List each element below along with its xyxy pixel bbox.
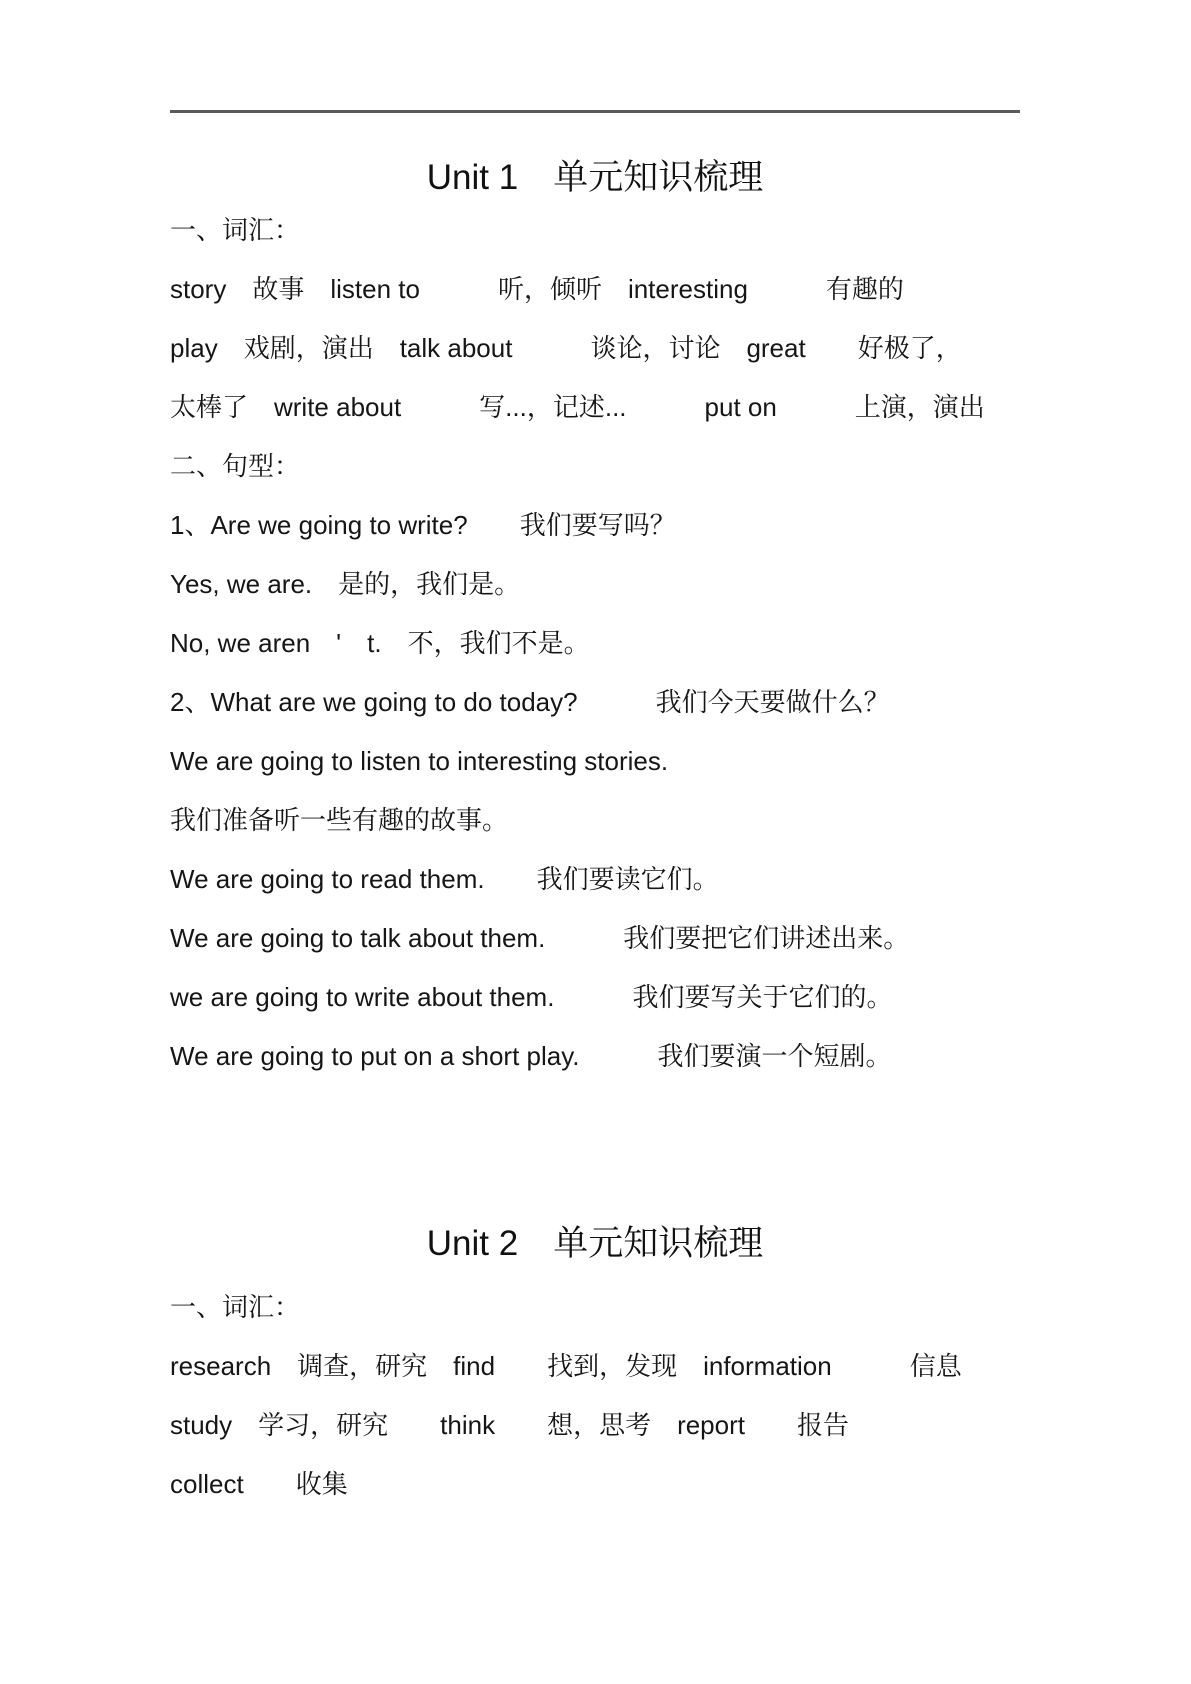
unit1-title: Unit 1 单元知识梳理 (426, 158, 764, 197)
unit2-title: Unit 2 单元知识梳理 (426, 1224, 764, 1263)
unit1-vocab-heading: 一、词汇： (170, 215, 301, 245)
pattern-line: No, we aren ' t. 不，我们不是。 (170, 628, 590, 658)
vocab-line: story 故事 listen to 听，倾听 interesting 有趣的 (170, 274, 904, 304)
pattern-line: we are going to write about them. 我们要写关于它们的。 (170, 982, 893, 1012)
pattern-line: 1、Are we going to write? 我们要写吗？ (170, 510, 676, 540)
pattern-line: 2、What are we going to do today? 我们今天要做什么？ (170, 687, 890, 717)
pattern-line: We are going to talk about them. 我们要把它们讲述出来。 (170, 923, 910, 953)
vocab-line: collect 收集 (170, 1469, 348, 1499)
vocab-line: study 学习，研究 think 想，思考 report 报告 (170, 1410, 849, 1440)
pattern-line: Yes, we are. 是的，我们是。 (170, 569, 521, 599)
vocab-line: play 戏剧，演出 talk about 谈论，讨论 great 好极了， (170, 333, 962, 363)
pattern-line: We are going to put on a short play. 我们要演一个短剧。 (170, 1041, 892, 1071)
pattern-line: 我们准备听一些有趣的故事。 (170, 805, 509, 835)
vocab-line: research 调查，研究 find 找到，发现 information 信息 (170, 1351, 962, 1381)
unit1-patterns-heading: 二、句型： (170, 451, 301, 481)
header-rule (170, 110, 1020, 113)
pattern-line: We are going to listen to interesting stories. (170, 746, 669, 776)
unit2-vocab-heading: 一、词汇： (170, 1292, 301, 1322)
pattern-line: We are going to read them. 我们要读它们。 (170, 864, 719, 894)
vocab-line: 太棒了 write about 写...，记述... put on 上演，演出 (170, 392, 985, 422)
